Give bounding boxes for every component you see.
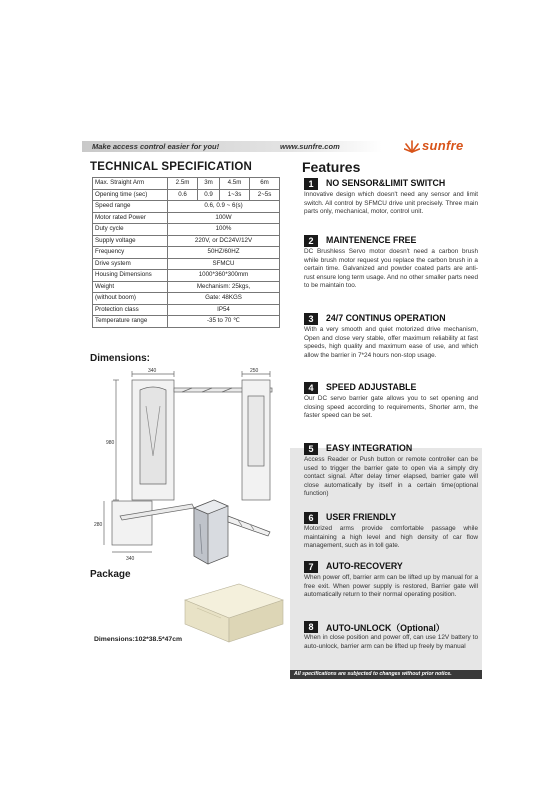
- feature-title: AUTO-RECOVERY: [326, 561, 403, 571]
- dimension-drawing: [82, 366, 287, 566]
- tagline: Make access control easier for you!: [92, 142, 220, 151]
- features-title: Features: [302, 159, 361, 175]
- spec-row: [93, 281, 280, 293]
- feature-number: 8: [304, 621, 318, 633]
- feature-description: Innovative design which doesn't need any sensor and limit switch. All control by SFMCU drive unit precisely. Three main parts only, mechanical, motor, control unit.: [304, 191, 478, 215]
- spec-row: [93, 235, 280, 247]
- feature-description: When power off, barrier arm can be lifted up by manual for a free exit. When power supply is restored, Barrier gate will automatically return to their normal operating position.: [304, 574, 478, 598]
- spec-cell: 2.5m: [168, 178, 198, 190]
- spec-label: Housing Dimensions: [93, 270, 168, 282]
- gate-render: [194, 500, 270, 564]
- spec-value: SFMCU: [168, 258, 280, 270]
- spec-row: [93, 212, 280, 224]
- spec-value: 1000*360*300mm: [168, 270, 280, 282]
- dim-label-side: 250: [250, 368, 259, 374]
- website-url: www.sunfre.com: [280, 142, 340, 151]
- spec-label: Speed range: [93, 201, 168, 213]
- spec-cell: 1~3s: [219, 189, 249, 201]
- spec-value: 50HZ/60HZ: [168, 247, 280, 259]
- feature-title: USER FRIENDLY: [326, 512, 397, 522]
- brand-name: sunfre: [422, 138, 464, 153]
- spec-value: 0.6, 0.9 ~ 6(s): [168, 201, 280, 213]
- feature-title: NO SENSOR&LIMIT SWITCH: [326, 178, 446, 188]
- feature-title: EASY INTEGRATION: [326, 443, 413, 453]
- spec-label: Duty cycle: [93, 224, 168, 236]
- dim-label-base: 340: [126, 556, 135, 562]
- spec-row: [93, 316, 280, 328]
- dim-label-width: 340: [148, 368, 157, 374]
- feature-title: 24/7 CONTINUS OPERATION: [326, 313, 446, 323]
- spec-value: 100W: [168, 212, 280, 224]
- package-title: Package: [90, 569, 131, 580]
- spec-row: [93, 258, 280, 270]
- feature-title: AUTO-UNLOCK（Optional）: [326, 623, 445, 633]
- feature-description: Access Reader or Push button or remote controller can be used to trigger the barrier gate to open via a simply dry contact signal. After delay timer elapsed, barrier gate will close automatically by itself in a certain time(optional function): [304, 456, 478, 497]
- spec-table: [92, 177, 280, 328]
- feature-description: Motorized arms provide comfortable passage while maintaining a high level and high density of car flow management, such as in toll gate.: [304, 525, 478, 549]
- feature-description: Our DC servo barrier gate allows you to set opening and closing speed according to requirements, Shorter arm, the faster speed can be set.: [304, 395, 478, 419]
- spec-value: 100%: [168, 224, 280, 236]
- package-box-image: [177, 578, 287, 646]
- footer-bar: [290, 670, 482, 679]
- top-view: [104, 501, 194, 552]
- sun-logo-icon: [404, 139, 420, 153]
- spec-label: Max. Straight Arm: [93, 178, 168, 190]
- spec-cell: 3m: [198, 178, 220, 190]
- spec-row: [93, 304, 280, 316]
- spec-label: Weight: [93, 281, 168, 293]
- spec-label: Supply voltage: [93, 235, 168, 247]
- spec-label: Protection class: [93, 304, 168, 316]
- spec-value: Gate: 48KGS: [168, 293, 280, 305]
- feature-description: When in close position and power off, can use 12V battery to auto-unlock, barrier arm can be lifted up freely by manual: [304, 634, 478, 650]
- feature-description: DC Brushless Servo motor doesn't need a carbon brush while brush motor request you replace the carbon brush in a certain time. Galvanized and powder coated parts are anti-rust ensure long term usage. And no other smaller parts need to be maintain too.: [304, 248, 478, 289]
- feature-number: 1: [304, 178, 318, 190]
- spec-row: [93, 201, 280, 213]
- brand-logo: [404, 137, 484, 155]
- feature-number: 3: [304, 313, 318, 325]
- spec-row: [93, 189, 280, 201]
- feature-number: 5: [304, 443, 318, 455]
- dim-label-depth: 280: [94, 522, 103, 528]
- spec-row: [93, 247, 280, 259]
- feature-title: SPEED ADJUSTABLE: [326, 382, 417, 392]
- spec-label: Drive system: [93, 258, 168, 270]
- feature-number: 4: [304, 382, 318, 394]
- spec-row: [93, 293, 280, 305]
- spec-sheet-page: [82, 138, 482, 680]
- tech-spec-title: TECHNICAL SPECIFICATION: [90, 161, 252, 173]
- spec-row: [93, 270, 280, 282]
- spec-row: [93, 178, 280, 190]
- spec-value: -35 to 70 ℃: [168, 316, 280, 328]
- spec-cell: 0.9: [198, 189, 220, 201]
- spec-cell: 4.5m: [219, 178, 249, 190]
- spec-label: Temperature range: [93, 316, 168, 328]
- spec-value: 220V, or DC24V/12V: [168, 235, 280, 247]
- feature-number: 7: [304, 561, 318, 573]
- spec-cell: 6m: [250, 178, 280, 190]
- spec-row: [93, 224, 280, 236]
- package-dimensions: Dimensions:102*38.5*47cm: [94, 636, 183, 643]
- dimensions-title: Dimensions:: [90, 353, 151, 364]
- spec-cell: 2~5s: [250, 189, 280, 201]
- feature-number: 6: [304, 512, 318, 524]
- spec-label: Opening time (sec): [93, 189, 168, 201]
- feature-number: 2: [304, 235, 318, 247]
- side-view: [242, 371, 270, 500]
- header-bar: [82, 138, 482, 154]
- spec-label: Frequency: [93, 247, 168, 259]
- feature-title: MAINTENENCE FREE: [326, 235, 417, 245]
- footer-note: All specifications are subjected to changes without prior notice.: [294, 671, 452, 677]
- spec-value: IP54: [168, 304, 280, 316]
- spec-label: (without boom): [93, 293, 168, 305]
- spec-value: Mechanism: 25kgs,: [168, 281, 280, 293]
- dim-label-height: 980: [106, 440, 115, 446]
- spec-cell: 0.6: [168, 189, 198, 201]
- spec-label: Motor rated Power: [93, 212, 168, 224]
- feature-description: With a very smooth and quiet motorized drive mechanism, Open and close very stable, offer maximum reliability at fast speeds, high quality and maximum ease of use, and which allow the barrier in 7*24 hours non-stop usage.: [304, 326, 478, 359]
